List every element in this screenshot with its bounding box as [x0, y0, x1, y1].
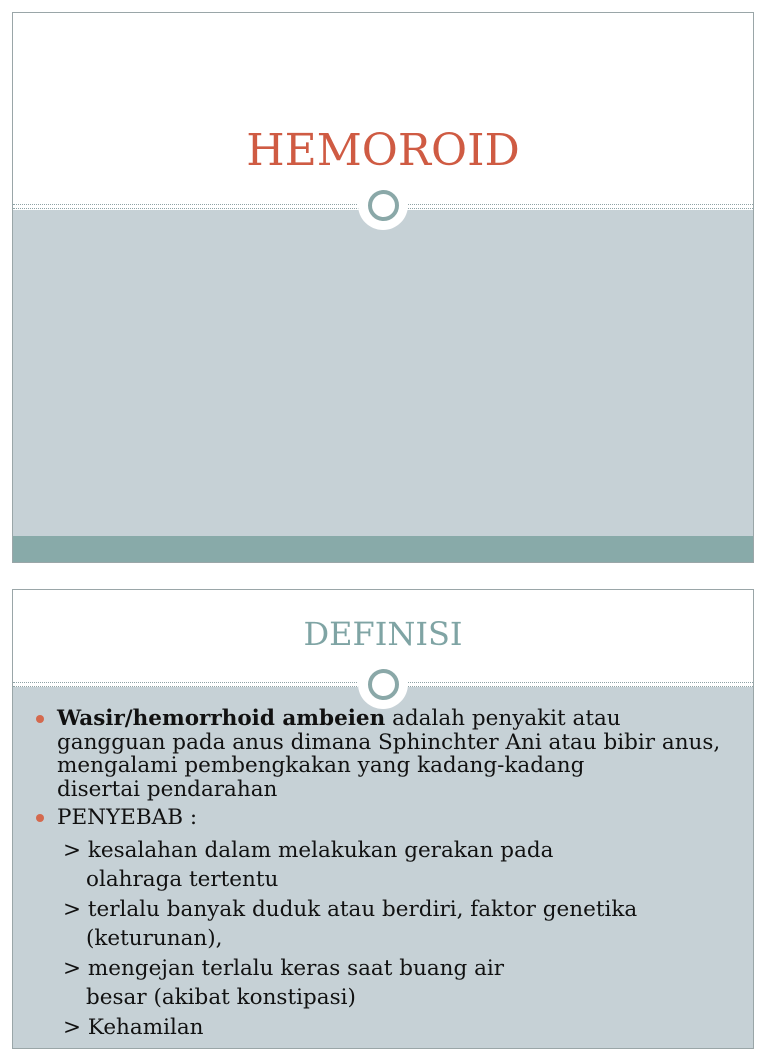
definition-text: adalah penyakit atau [385, 706, 621, 731]
slide-title: HEMOROID [246, 125, 520, 176]
footer-band [13, 536, 753, 562]
cause-item: > terlalu banyak duduk atau berdiri, faktor genetika [63, 896, 638, 922]
title-area [13, 13, 753, 206]
cause-item-cont: besar (akibat konstipasi) [86, 985, 356, 1010]
cause-item: > Kehamilan [63, 1014, 204, 1040]
definition-line: disertai pendarahan [57, 776, 278, 802]
bullet-icon [36, 814, 44, 822]
cause-item: > kesalahan dalam melakukan gerakan pada [63, 837, 554, 863]
causes-heading: PENYEBAB : [57, 805, 198, 830]
body-area [13, 210, 753, 562]
bullet-list [33, 707, 733, 1042]
definition-line: gangguan pada anus dimana Sphinchter Ani atau bibir anus, [57, 729, 721, 755]
definition-line: mengalami pembengkakan yang kadang-kadang [57, 753, 585, 778]
definition-slide [12, 589, 754, 1049]
bullet-causes [33, 806, 733, 1042]
circle-ornament-icon [358, 180, 408, 230]
bullet-definition [33, 707, 733, 801]
slide-title: DEFINISI [303, 615, 463, 653]
bullet-icon [36, 715, 44, 723]
term-bold: Wasir/hemorrhoid ambeien [57, 706, 386, 731]
slide-content [33, 707, 733, 1047]
title-slide [12, 12, 754, 563]
cause-item-cont: (keturunan), [86, 926, 223, 951]
cause-item-cont: olahraga tertentu [86, 867, 279, 892]
cause-item: > mengejan terlalu keras saat buang air [63, 955, 505, 981]
circle-ornament-icon [358, 659, 408, 709]
